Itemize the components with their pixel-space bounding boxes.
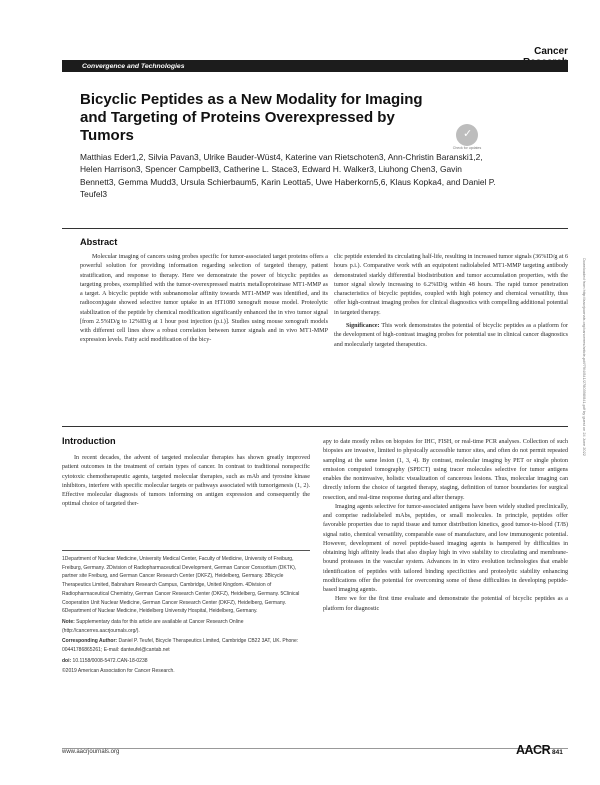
download-sidebar-note: Downloaded from http://aacrjournals.org/cancerres/article-pdf/79/4/841/2780398/841.pdf by guest on 24 June 2022 [582, 258, 587, 456]
copyright: ©2019 American Association for Cancer Research. [62, 668, 175, 675]
abstract-heading: Abstract [80, 237, 118, 247]
intro-paragraph: Here we for the first time evaluate and demonstrate the potential of bicyclic peptides as a platform for diagnostic [323, 596, 568, 612]
section-band [62, 60, 568, 72]
abstract-top-rule [62, 228, 568, 229]
footnotes [62, 555, 310, 678]
footer-rule [62, 748, 568, 749]
affiliations: 1Department of Nuclear Medicine, University Medical Center, Faculty of Medicine, University of Freiburg, Freiburg, Germany. 2Division of Radiopharmaceutical Development, German Cancer Consortium (DKTK), partner site Freiburg, and German Cancer Research Center (DKFZ), Heidelberg, Germany. 3Bicycle Therapeutics Limited, Babraham Research Campus, Cambridge, United Kingdom. 4Division of Radiopharmaceutical Chemistry, German Cancer Research Center (DKFZ), Heidelberg, Germany. 5Clinical Cooperation Unit Nuclear Medicine, German Cancer Research Center (DKFZ), Heidelberg, Germany. 6Department of Nuclear Medicine, Heidelberg University Hospital, Heidelberg, Germany. [62, 556, 300, 615]
article-title: Bicyclic Peptides as a New Modality for Imaging and Targeting of Proteins Overexpressed by Tumors [80, 91, 423, 144]
abstract-right-column: clic peptide extended its circulating half-life, resulting in increased tumor signals (36%ID/g at 6 hours p.i.). Comparative work with an equipotent radiolabeled MT1-MMP targeting antibody demonstrated starkly differential biodistribution and tumor accumulation properties, with the tumor signal slowly increasing to 6.2%ID/g within 48 hours. The rapid tumor penetration characteristics of bicyclic peptides, coupled with high potency and chemical versatility, thus offer high-contrast imaging probes for clinical diagnostics with compelling additional potential in targeted therapy. [334, 254, 568, 316]
note-text: Supplementary data for this article are available at Cancer Research Online (http://cancerres.aacrjournals.org/). [62, 618, 244, 634]
abstract-bottom-rule [62, 426, 568, 427]
section-label: Convergence and Technologies [82, 62, 185, 70]
aacr-logo: AACR [516, 743, 551, 757]
supplementary-note [62, 618, 310, 635]
doi [62, 657, 310, 666]
crossmark-label: Check for updates [452, 146, 482, 150]
doi-label: doi: [62, 657, 72, 664]
journal-name-line1: Cancer [534, 46, 568, 57]
significance-label: Significance: [346, 323, 380, 329]
significance-statement [334, 322, 568, 350]
note-label: Note: [62, 618, 75, 625]
author-list: Matthias Eder1,2, Silvia Pavan3, Ulrike Bauder-Wüst4, Katerine van Rietschoten3, Ann-Christin Baranski1,2, Helen Harrison3, Spencer Campbell3, Catherine L. Stace3, Edward H. Walker3, Liuhong Chen3, Gavin Bennett3, Gemma Mudd3, Ursula Schierbaum5, Karin Leotta5, Uwe Haberkorn5,6, Klaus Kopka4, and Daniel P. Teufel3 [80, 152, 496, 200]
corresponding-author [62, 637, 310, 654]
corresponding-label: Corresponding Author: [62, 638, 118, 645]
page-number: 841 [552, 749, 563, 756]
abstract-left-column: Molecular imaging of cancers using probes specific for tumor-associated target proteins offers a powerful solution for providing information regarding selection of targeted therapy, patient stratification, and response to therapy. Here we demonstrate the power of bicyclic peptides as targeting probes, exemplified with the tumor-overexpressed matrix metalloproteinase MT1-MMP as a target. A bicyclic peptide with subnanomolar affinity towards MT1-MMP was identified, and its radioconjugate showed selective tumor uptake in an HT1080 xenograft mouse model. Proteolytic stabilization of the peptide by chemical modification significantly enhanced the in vivo tumor signal [from 2.5%ID/g to 12%ID/g at 1 hour post injection (p.i.)]. Studies using mouse xenograft models with different cell lines show a robust correlation between tumor signals and in vivo MT1-MMP expression levels. Fatty acid modification of the bicy- [80, 254, 328, 344]
footer-url[interactable]: www.aacrjournals.org [62, 749, 120, 755]
significance-text: This work demonstrates the potential of bicyclic peptides as a platform for the development of high-contrast imaging probes for potential use in clinical cancer diagnostics and molecularly targeted therapeutics. [334, 323, 568, 348]
intro-paragraph: Imaging agents selective for tumor-associated antigens have been widely studied preclinically, and comprise radiolabeled mAbs, peptides, or small molecules. In principle, peptides offer favorable properties due to rapid tissue and tumor distribution kinetics, good tumor-to-blood (T/B) signal ratio, chemical versatility, comparable ease of manufacture, and low immunogenic potential. However, development of novel peptide-based imaging agents is hampered by difficulties in obtaining high affinity leads that also display high in vivo stability to circulating and membrane-bound proteases in the vascular system. Advances in in vitro evolution technologies that enable identification of peptides with tailored binding specificities and proteolytic stability enhancing modifications offer the potential for overcoming some of these difficulties in developing peptide-based imaging agents. [323, 503, 568, 593]
corresponding-text: Daniel P. Teufel, Bicycle Therapeutics Limited, Cambridge CB22 3AT, UK. Phone: 00441786865261; E-mail: danteufel@cantab.net [62, 638, 299, 654]
introduction-right-column [323, 438, 568, 614]
introduction-left-column: In recent decades, the advent of targeted molecular therapies has shown greatly improved patient outcomes in the treatment of certain types of cancer. In contrast to traditional nonspecific cytotoxic chemotherapeutic agents, targeted molecular therapies, such as mAb and tyrosine kinase inhibitors, interfere with specific molecular targets or pathways associated with tumorigenesis (1, 2). Effective molecular diagnosis of tumors informing on antigen expression and consequently the optimal choice of targeted ther- [62, 455, 310, 508]
crossmark-glyph: ✓ [463, 127, 473, 140]
footnote-rule [62, 550, 310, 551]
doi-text: 10.1158/0008-5472.CAN-18-0238 [71, 657, 148, 664]
intro-paragraph: apy to date mostly relies on biopsies for IHC, FISH, or real-time PCR analyses. Collection of such biopsies are invasive, limited to physically accessible tumor sites, and often do not permit repeated sampling at the same lesion (1, 3, 4). By contrast, molecular imaging by PET or single photon emission computed tomography (SPECT) using tracer molecules selective for tumor antigens enables the noninvasive, holistic visualization of cancerous lesions. Thus, molecular imaging can directly inform the choice of targeted therapy, staging, definition of tumor boundaries for surgical resection, and real-time response during and after therapy. [323, 439, 568, 501]
introduction-heading: Introduction [62, 436, 116, 446]
